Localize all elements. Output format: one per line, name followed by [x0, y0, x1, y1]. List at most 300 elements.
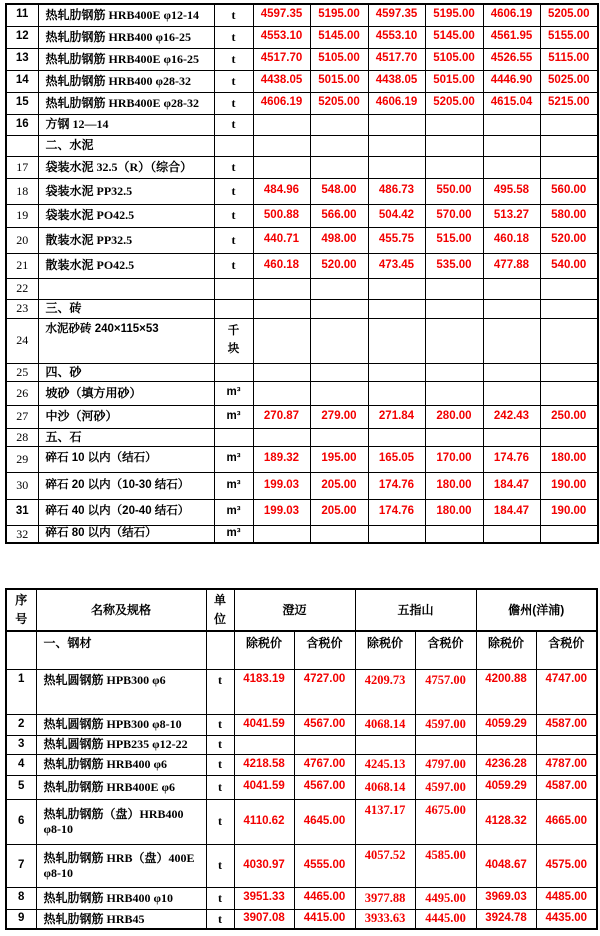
- price-value-cell: [368, 381, 425, 405]
- unit-cell: m³: [214, 472, 253, 499]
- price-value-cell: 4665.00: [536, 799, 597, 844]
- unit-cell: t: [214, 204, 253, 227]
- price-value-cell: 4030.97: [234, 844, 294, 887]
- label-price-incl-tax: 含税价: [294, 631, 355, 669]
- price-value-cell: 5155.00: [540, 26, 598, 48]
- price-value-cell: 4495.00: [415, 887, 476, 909]
- price-value-cell: [368, 114, 425, 135]
- price-value-cell: [294, 735, 355, 754]
- price-value-cell: [483, 428, 540, 446]
- price-value-cell: 5205.00: [540, 4, 598, 26]
- table-row: [6, 204, 598, 227]
- name-and-spec-cell: 碎石 40 以内（20-40 结石）: [38, 499, 214, 525]
- price-value-cell: 4236.28: [476, 754, 536, 775]
- price-value-cell: 190.00: [540, 499, 598, 525]
- unit-cell: t: [206, 799, 234, 844]
- header-serial-number: [6, 589, 36, 631]
- table-row: [6, 156, 598, 178]
- price-value-cell: [540, 278, 598, 299]
- unit-cell: [214, 318, 253, 363]
- unit-cell: t: [206, 669, 234, 714]
- table2-body: [6, 669, 597, 929]
- price-value-cell: [483, 363, 540, 381]
- price-value-cell: 5215.00: [540, 92, 598, 114]
- table-row: [6, 26, 598, 48]
- table-row: [6, 754, 597, 775]
- price-value-cell: [425, 156, 483, 178]
- header-city-wuzhishan: 五指山: [355, 589, 476, 631]
- price-value-cell: 5015.00: [425, 70, 483, 92]
- serial-number-cell: 19: [6, 204, 38, 227]
- price-value-cell: [253, 299, 310, 318]
- unit-cell: m³: [214, 405, 253, 428]
- unit-cell: t: [214, 178, 253, 204]
- price-value-cell: 515.00: [425, 227, 483, 253]
- unit-cell: t: [206, 714, 234, 735]
- price-value-cell: 473.45: [368, 253, 425, 278]
- name-and-spec-cell: 袋装水泥 PP32.5: [38, 178, 214, 204]
- header-city-chengmai: 澄迈: [234, 589, 355, 631]
- price-value-cell: 165.05: [368, 446, 425, 472]
- price-value-cell: [310, 114, 368, 135]
- price-value-cell: 4435.00: [536, 909, 597, 929]
- serial-number-cell: 12: [6, 26, 38, 48]
- price-value-cell: 4517.70: [253, 48, 310, 70]
- serial-number-cell: 8: [6, 887, 36, 909]
- price-value-cell: 4615.04: [483, 92, 540, 114]
- price-value-cell: 170.00: [425, 446, 483, 472]
- price-value-cell: 4606.19: [483, 4, 540, 26]
- unit-cell: t: [214, 26, 253, 48]
- table-row: [6, 253, 598, 278]
- table-row: [6, 70, 598, 92]
- price-value-cell: [368, 428, 425, 446]
- table-row: [6, 114, 598, 135]
- unit-cell: [214, 135, 253, 156]
- serial-number-cell: 6: [6, 799, 36, 844]
- serial-number-cell: 32: [6, 525, 38, 543]
- price-value-cell: 180.00: [540, 446, 598, 472]
- price-value-cell: 5105.00: [425, 48, 483, 70]
- serial-number-cell: 30: [6, 472, 38, 499]
- unit-cell: t: [214, 4, 253, 26]
- price-value-cell: 4561.95: [483, 26, 540, 48]
- table-row: [6, 178, 598, 204]
- name-and-spec-cell: 热轧肋钢筋 HRB400 φ10: [36, 887, 206, 909]
- price-value-cell: [425, 428, 483, 446]
- price-value-cell: 3933.63: [355, 909, 415, 929]
- price-value-cell: 4555.00: [294, 844, 355, 887]
- serial-number-cell: 17: [6, 156, 38, 178]
- price-value-cell: 4675.00: [415, 799, 476, 844]
- price-value-cell: 4110.62: [234, 799, 294, 844]
- table-row: [6, 909, 597, 929]
- unit-cell: t: [214, 70, 253, 92]
- unit-cell: t: [214, 253, 253, 278]
- price-value-cell: [540, 381, 598, 405]
- price-value-cell: [540, 428, 598, 446]
- price-value-cell: 4438.05: [368, 70, 425, 92]
- label-price-incl-tax: 含税价: [536, 631, 597, 669]
- name-and-spec-cell: 热轧肋钢筋 HRB400E φ12-14: [38, 4, 214, 26]
- price-value-cell: [368, 525, 425, 543]
- unit-cell: [214, 363, 253, 381]
- price-value-cell: 279.00: [310, 405, 368, 428]
- serial-number-cell: 4: [6, 754, 36, 775]
- price-value-cell: [483, 278, 540, 299]
- price-value-cell: 5205.00: [425, 92, 483, 114]
- price-value-cell: 4587.00: [536, 775, 597, 799]
- table-row: [6, 714, 597, 735]
- serial-number-cell: 21: [6, 253, 38, 278]
- price-value-cell: 570.00: [425, 204, 483, 227]
- unit-cell: t: [214, 48, 253, 70]
- price-value-cell: 4585.00: [415, 844, 476, 887]
- name-and-spec-cell: 中沙（河砂）: [38, 405, 214, 428]
- serial-number-cell: 26: [6, 381, 38, 405]
- price-value-cell: 540.00: [540, 253, 598, 278]
- price-value-cell: [540, 318, 598, 363]
- price-value-cell: 4048.67: [476, 844, 536, 887]
- name-and-spec-cell: 热轧肋钢筋 HRB400 φ28-32: [38, 70, 214, 92]
- price-value-cell: 4747.00: [536, 669, 597, 714]
- serial-number-cell: 5: [6, 775, 36, 799]
- price-value-cell: 4597.35: [368, 4, 425, 26]
- price-value-cell: 566.00: [310, 204, 368, 227]
- price-value-cell: [310, 525, 368, 543]
- unit-cell: m³: [214, 499, 253, 525]
- table-row: [6, 799, 597, 844]
- price-value-cell: 4567.00: [294, 714, 355, 735]
- section-label-steel: 一、钢材: [36, 631, 206, 669]
- serial-number-cell: 15: [6, 92, 38, 114]
- serial-number-cell: 29: [6, 446, 38, 472]
- price-value-cell: [368, 299, 425, 318]
- price-value-cell: 4445.00: [415, 909, 476, 929]
- price-value-cell: 535.00: [425, 253, 483, 278]
- price-value-cell: [368, 318, 425, 363]
- serial-number-cell: 1: [6, 669, 36, 714]
- price-value-cell: 184.47: [483, 472, 540, 499]
- price-value-cell: 180.00: [425, 472, 483, 499]
- price-value-cell: 4757.00: [415, 669, 476, 714]
- price-value-cell: [425, 299, 483, 318]
- unit-cell: [214, 428, 253, 446]
- price-value-cell: [425, 135, 483, 156]
- price-value-cell: 4587.00: [536, 714, 597, 735]
- serial-number-cell: 20: [6, 227, 38, 253]
- name-and-spec-cell: 碎石 80 以内（结石）: [38, 525, 214, 543]
- price-value-cell: [310, 363, 368, 381]
- price-value-cell: [253, 428, 310, 446]
- price-value-cell: [425, 363, 483, 381]
- price-value-cell: [253, 525, 310, 543]
- price-value-cell: 4787.00: [536, 754, 597, 775]
- price-value-cell: 4128.32: [476, 799, 536, 844]
- price-value-cell: [483, 135, 540, 156]
- price-value-cell: [425, 114, 483, 135]
- header-name-and-spec: 名称及规格: [36, 589, 206, 631]
- serial-number-cell: 24: [6, 318, 38, 363]
- serial-number-cell: [6, 135, 38, 156]
- name-and-spec-cell: 碎石 10 以内（结石）: [38, 446, 214, 472]
- price-value-cell: 205.00: [310, 499, 368, 525]
- name-and-spec-cell: 五、石: [38, 428, 214, 446]
- price-value-cell: 199.03: [253, 472, 310, 499]
- price-value-cell: 460.18: [483, 227, 540, 253]
- price-value-cell: 580.00: [540, 204, 598, 227]
- unit-cell: m³: [214, 446, 253, 472]
- price-value-cell: 271.84: [368, 405, 425, 428]
- serial-number-cell: 7: [6, 844, 36, 887]
- unit-cell: t: [206, 887, 234, 909]
- price-value-cell: [540, 135, 598, 156]
- price-value-cell: [425, 525, 483, 543]
- unit-cell: [214, 299, 253, 318]
- serial-number-cell: 9: [6, 909, 36, 929]
- price-value-cell: 3951.33: [234, 887, 294, 909]
- price-value-cell: 460.18: [253, 253, 310, 278]
- price-value-cell: [483, 114, 540, 135]
- price-value-cell: 455.75: [368, 227, 425, 253]
- serial-number-cell: 23: [6, 299, 38, 318]
- price-value-cell: [310, 381, 368, 405]
- price-value-cell: 199.03: [253, 499, 310, 525]
- unit-cell: m³: [214, 381, 253, 405]
- price-value-cell: [253, 363, 310, 381]
- price-value-cell: 242.43: [483, 405, 540, 428]
- price-value-cell: 4553.10: [368, 26, 425, 48]
- price-value-cell: 3969.03: [476, 887, 536, 909]
- price-value-cell: [310, 299, 368, 318]
- serial-number-cell: 27: [6, 405, 38, 428]
- name-and-spec-cell: 碎石 20 以内（10-30 结石）: [38, 472, 214, 499]
- name-and-spec-cell: 散装水泥 PP32.5: [38, 227, 214, 253]
- price-value-cell: 4245.13: [355, 754, 415, 775]
- price-value-cell: 5025.00: [540, 70, 598, 92]
- price-value-cell: 4727.00: [294, 669, 355, 714]
- name-and-spec-cell: 袋装水泥 PO42.5: [38, 204, 214, 227]
- price-value-cell: [368, 278, 425, 299]
- price-value-cell: [425, 318, 483, 363]
- name-and-spec-cell: 四、砂: [38, 363, 214, 381]
- table-row: [6, 135, 598, 156]
- label-price-excl-tax: 除税价: [476, 631, 536, 669]
- serial-number-cell: 11: [6, 4, 38, 26]
- table-row: [6, 887, 597, 909]
- price-value-cell: 4059.29: [476, 775, 536, 799]
- price-value-cell: 548.00: [310, 178, 368, 204]
- price-value-cell: [540, 525, 598, 543]
- price-value-cell: 4183.19: [234, 669, 294, 714]
- name-and-spec-cell: 坡砂（填方用砂）: [38, 381, 214, 405]
- serial-number-cell: 31: [6, 499, 38, 525]
- price-value-cell: 4575.00: [536, 844, 597, 887]
- price-value-cell: 4597.00: [415, 775, 476, 799]
- price-value-cell: [253, 318, 310, 363]
- serial-number-cell: 13: [6, 48, 38, 70]
- price-value-cell: 550.00: [425, 178, 483, 204]
- price-value-cell: 5115.00: [540, 48, 598, 70]
- price-value-cell: [310, 135, 368, 156]
- unit-cell: t: [206, 735, 234, 754]
- label-price-excl-tax: 除税价: [355, 631, 415, 669]
- serial-number-cell: 14: [6, 70, 38, 92]
- name-and-spec-cell: 袋装水泥 32.5（R）（综合）: [38, 156, 214, 178]
- name-and-spec-cell: 热轧肋钢筋 HRB45: [36, 909, 206, 929]
- price-value-cell: [355, 735, 415, 754]
- price-value-cell: 504.42: [368, 204, 425, 227]
- header-city-danzhou-yangpu: 儋州(洋浦): [476, 589, 597, 631]
- name-and-spec-cell: [38, 278, 214, 299]
- unit-cell: t: [206, 909, 234, 929]
- unit-cell: t: [206, 775, 234, 799]
- name-and-spec-cell: 散装水泥 PO42.5: [38, 253, 214, 278]
- price-value-cell: 484.96: [253, 178, 310, 204]
- price-value-cell: [540, 114, 598, 135]
- serial-number-cell: 22: [6, 278, 38, 299]
- price-value-cell: 4767.00: [294, 754, 355, 775]
- price-value-cell: [540, 363, 598, 381]
- price-value-cell: [253, 135, 310, 156]
- price-value-cell: 174.76: [483, 446, 540, 472]
- price-value-cell: [368, 363, 425, 381]
- price-value-cell: 5105.00: [310, 48, 368, 70]
- name-and-spec-cell: 热轧肋钢筋 HRB400E φ16-25: [38, 48, 214, 70]
- table-row: [6, 844, 597, 887]
- price-value-cell: [310, 428, 368, 446]
- price-value-cell: 190.00: [540, 472, 598, 499]
- price-value-cell: 174.76: [368, 499, 425, 525]
- name-and-spec-cell: 热轧肋钢筋（盘）HRB400 φ8-10: [36, 799, 206, 844]
- table-row: [6, 525, 598, 543]
- price-value-cell: [483, 156, 540, 178]
- price-value-cell: 270.87: [253, 405, 310, 428]
- price-value-cell: 4526.55: [483, 48, 540, 70]
- price-value-cell: [234, 735, 294, 754]
- price-value-cell: [483, 318, 540, 363]
- table-row: [6, 499, 598, 525]
- materials-price-table-bottom: [5, 588, 598, 930]
- price-value-cell: 477.88: [483, 253, 540, 278]
- price-value-cell: 4068.14: [355, 714, 415, 735]
- price-value-cell: 4606.19: [253, 92, 310, 114]
- price-value-cell: 4645.00: [294, 799, 355, 844]
- unit-cell: t: [214, 227, 253, 253]
- empty-cell: [6, 631, 36, 669]
- price-value-cell: 4606.19: [368, 92, 425, 114]
- price-value-cell: [253, 381, 310, 405]
- serial-number-cell: 28: [6, 428, 38, 446]
- price-value-cell: 174.76: [368, 472, 425, 499]
- price-value-cell: 4068.14: [355, 775, 415, 799]
- price-value-cell: 4485.00: [536, 887, 597, 909]
- price-value-cell: 3924.78: [476, 909, 536, 929]
- table-row: [6, 363, 598, 381]
- price-value-cell: [310, 278, 368, 299]
- name-and-spec-cell: 热轧肋钢筋 HRB400 φ6: [36, 754, 206, 775]
- price-value-cell: 4200.88: [476, 669, 536, 714]
- name-and-spec-cell: 热轧肋钢筋 HRB400E φ28-32: [38, 92, 214, 114]
- name-and-spec-cell: 热轧肋钢筋 HRB（盘）400E φ8-10: [36, 844, 206, 887]
- price-value-cell: [483, 525, 540, 543]
- price-value-cell: [253, 156, 310, 178]
- price-value-cell: 4059.29: [476, 714, 536, 735]
- name-and-spec-cell: 三、砖: [38, 299, 214, 318]
- price-value-cell: 4517.70: [368, 48, 425, 70]
- price-value-cell: [425, 278, 483, 299]
- serial-number-cell: 25: [6, 363, 38, 381]
- table-row: [6, 278, 598, 299]
- name-and-spec-cell: 热轧圆钢筋 HPB300 φ6: [36, 669, 206, 714]
- table-header-row: [6, 589, 597, 631]
- label-price-incl-tax: 含税价: [415, 631, 476, 669]
- name-and-spec-cell: 方钢 12—14: [38, 114, 214, 135]
- section-subheader-row: [6, 631, 597, 669]
- unit-cell: [214, 278, 253, 299]
- table-row: [6, 381, 598, 405]
- price-value-cell: 5195.00: [310, 4, 368, 26]
- price-value-cell: 520.00: [540, 227, 598, 253]
- table-row: [6, 92, 598, 114]
- price-value-cell: 4553.10: [253, 26, 310, 48]
- price-value-cell: [368, 135, 425, 156]
- table-row: [6, 318, 598, 363]
- price-value-cell: 4415.00: [294, 909, 355, 929]
- price-value-cell: [536, 735, 597, 754]
- name-and-spec-cell: 二、水泥: [38, 135, 214, 156]
- price-value-cell: [540, 299, 598, 318]
- price-value-cell: 250.00: [540, 405, 598, 428]
- price-value-cell: 4597.35: [253, 4, 310, 26]
- table-row: [6, 428, 598, 446]
- unit-cell: t: [214, 92, 253, 114]
- price-value-cell: 195.00: [310, 446, 368, 472]
- price-value-cell: 520.00: [310, 253, 368, 278]
- price-value-cell: 180.00: [425, 499, 483, 525]
- table-row: [6, 735, 597, 754]
- materials-price-table-top: [5, 3, 599, 544]
- name-and-spec-cell: 热轧圆钢筋 HPB300 φ8-10: [36, 714, 206, 735]
- table-row: [6, 775, 597, 799]
- header-serial-number-text: 序号: [15, 593, 28, 626]
- header-unit: [206, 589, 234, 631]
- price-value-cell: 513.27: [483, 204, 540, 227]
- price-value-cell: 4446.90: [483, 70, 540, 92]
- name-and-spec-cell: 热轧圆钢筋 HPB235 φ12-22: [36, 735, 206, 754]
- price-value-cell: [476, 735, 536, 754]
- unit-cell: m³: [214, 525, 253, 543]
- unit-cell-text: 千块: [227, 324, 240, 355]
- name-and-spec-cell: 热轧肋钢筋 HRB400E φ6: [36, 775, 206, 799]
- table1-body: [6, 4, 598, 543]
- price-value-cell: [368, 156, 425, 178]
- unit-cell: t: [214, 114, 253, 135]
- price-value-cell: 4041.59: [234, 775, 294, 799]
- price-value-cell: 560.00: [540, 178, 598, 204]
- unit-cell: t: [206, 844, 234, 887]
- name-and-spec-cell: 水泥砂砖 240×115×53: [38, 318, 214, 363]
- serial-number-cell: 3: [6, 735, 36, 754]
- price-value-cell: 189.32: [253, 446, 310, 472]
- serial-number-cell: 16: [6, 114, 38, 135]
- price-value-cell: 280.00: [425, 405, 483, 428]
- price-value-cell: 205.00: [310, 472, 368, 499]
- serial-number-cell: 2: [6, 714, 36, 735]
- empty-cell: [206, 631, 234, 669]
- price-value-cell: 440.71: [253, 227, 310, 253]
- label-price-excl-tax: 除税价: [234, 631, 294, 669]
